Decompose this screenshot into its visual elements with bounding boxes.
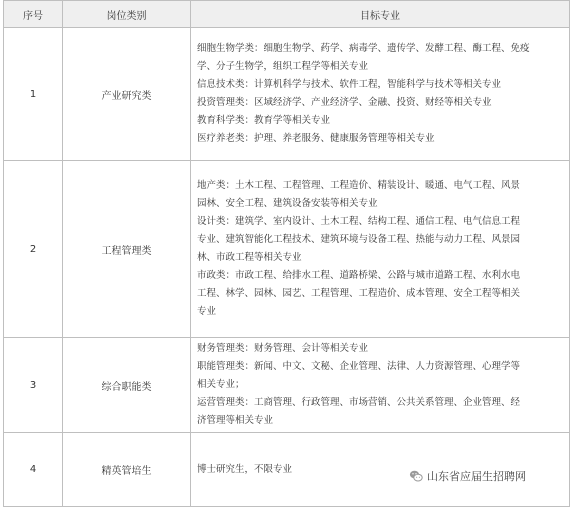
target-line: 相关专业； xyxy=(197,379,245,390)
target-line: 职能管理类：新闻、中文、文秘、企业管理、法律、人力资源管理、心理学等 xyxy=(197,361,521,372)
target-line: 细胞生物学类：细胞生物学、药学、病毒学、遗传学、发酵工程、酶工程、免疫 xyxy=(197,43,530,54)
wechat-icon xyxy=(409,469,423,483)
header-category: 岗位类别 xyxy=(63,1,191,28)
target-line: 设计类：建筑学、室内设计、土木工程、结构工程、通信工程、电气信息工程 xyxy=(197,216,521,227)
table-row xyxy=(4,161,570,338)
target-line: 专业 xyxy=(197,306,217,317)
target-line: 医疗养老类：护理、养老服务、健康服务管理等相关专业 xyxy=(197,133,435,144)
target-line: 林、市政工程等相关专业 xyxy=(197,252,302,263)
row-category: 综合职能类 xyxy=(63,338,191,433)
target-line: 市政类：市政工程、给排水工程、道路桥梁、公路与城市道路工程、水利水电 xyxy=(197,270,521,281)
target-line: 投资管理类：区域经济学、产业经济学、金融、投资、财经等相关专业 xyxy=(197,97,492,108)
majors-table xyxy=(3,0,570,507)
watermark-text: 山东省应届生招聘网 xyxy=(427,470,526,483)
target-line: 信息技术类：计算机科学与技术、软件工程，智能科学与技术等相关专业 xyxy=(197,79,502,90)
header-targets: 目标专业 xyxy=(191,1,570,28)
row-seq: 1 xyxy=(4,28,63,161)
row-category: 工程管理类 xyxy=(63,161,191,338)
row-targets xyxy=(191,28,570,161)
header-seq: 序号 xyxy=(4,1,63,28)
row-targets xyxy=(191,161,570,338)
table-row xyxy=(4,338,570,433)
row-seq: 3 xyxy=(4,338,63,433)
target-line: 博士研究生，不限专业 xyxy=(197,463,293,475)
row-category: 产业研究类 xyxy=(63,28,191,161)
target-line: 地产类：土木工程、工程管理、工程造价、精装设计、暖通、电气工程、风景 xyxy=(197,180,521,191)
target-line: 专业、建筑智能化工程技术、建筑环境与设备工程、热能与动力工程、风景园 xyxy=(197,234,521,245)
header-row xyxy=(4,1,570,28)
target-line: 工程、林学、园林、园艺、工程管理、工程造价、成本管理、安全工程等相关 xyxy=(197,288,521,299)
target-line: 学、分子生物学，组织工程学等相关专业 xyxy=(197,61,369,72)
target-line: 运营管理类：工商管理、行政管理、市场营销、公共关系管理、企业管理、经 xyxy=(197,397,521,408)
row-seq: 4 xyxy=(4,433,63,507)
table-row xyxy=(4,28,570,161)
target-line: 财务管理类：财务管理、会计等相关专业 xyxy=(197,343,369,354)
target-line: 济管理等相关专业 xyxy=(197,415,274,426)
target-line: 教育科学类：教育学等相关专业 xyxy=(197,115,331,126)
row-seq: 2 xyxy=(4,161,63,338)
row-category: 精英管培生 xyxy=(63,433,191,507)
target-line: 园林、安全工程、建筑设备安装等相关专业 xyxy=(197,198,378,209)
row-targets xyxy=(191,338,570,433)
watermark xyxy=(409,466,526,486)
